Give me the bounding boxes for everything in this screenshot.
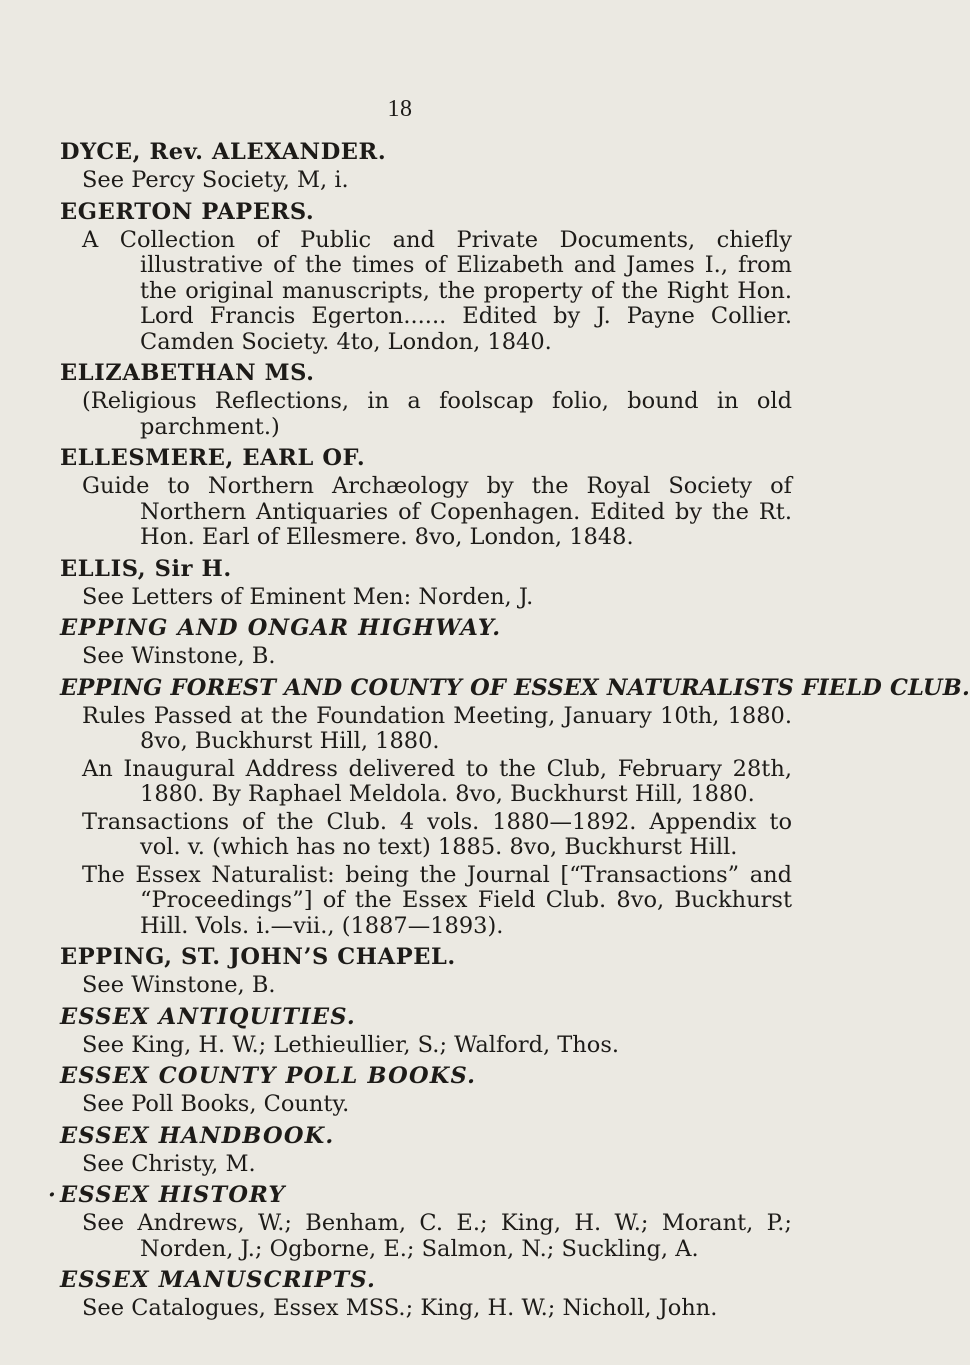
entry-description: See King, H. W.; Lethieullier, S.; Walford, Thos. — [82, 1031, 620, 1058]
entry-ellesmere — [60, 444, 792, 551]
entry-description: Transactions of the Club. 4 vols. 1880—1892. Appendix to vol. v. (which has no text) 1885. 8vo, Buckhurst Hill. — [82, 808, 792, 860]
entry-description: An Inaugural Address delivered to the Club, February 28th, 1880. By Raphael Meldola. 8vo, Buckhurst Hill, 1880. — [82, 755, 792, 807]
entry-essex-handbook — [60, 1122, 792, 1178]
entry-description: See Percy Society, M, i. — [82, 167, 349, 193]
entry-description: See Winstone, B. — [82, 972, 276, 998]
entry-epping-forest-club — [60, 674, 970, 940]
entry-egerton-papers — [60, 198, 792, 356]
entry-essex-history — [48, 1181, 792, 1262]
entry-epping-ongar-highway — [60, 614, 792, 670]
entry-heading: ELLESMERE, EARL OF. — [60, 445, 366, 471]
entry-description: See Catalogues, Essex MSS.; King, H. W.; Nicholl, John. — [82, 1295, 718, 1321]
entry-description: The Essex Naturalist: being the Journal [“Transactions” and “Proceedings”] of the Essex Field Club. 8vo, Buckhurst Hill. Vols. i.—vii., (1887—1893). — [82, 861, 792, 939]
entry-heading: ELIZABETHAN MS. — [60, 360, 315, 386]
entry-essex-antiquities — [60, 1003, 792, 1059]
entry-description: See Letters of Eminent Men: Norden, J. — [82, 583, 534, 610]
entry-essex-manuscripts — [60, 1266, 792, 1322]
entry-heading: DYCE, Rev. ALEXANDER. — [60, 139, 387, 165]
entry-heading: ESSEX MANUSCRIPTS. — [60, 1267, 377, 1293]
entry-description: Guide to Northern Archæology by the Royal Society of Northern Antiquaries of Copenhagen. Edited by the Rt. Hon. Earl of Ellesmere. 8vo, London, 1848. — [82, 473, 792, 550]
entry-heading: ESSEX HISTORY — [60, 1182, 286, 1208]
catalogue-entries — [48, 134, 970, 1324]
entry-heading: EPPING, ST. JOHN’S CHAPEL. — [60, 944, 456, 970]
entry-essex-county-poll-books — [60, 1062, 792, 1118]
entry-ellis — [60, 555, 792, 611]
entry-description: See Christy, M. — [82, 1150, 256, 1177]
entry-description: See Andrews, W.; Benham, C. E.; King, H. W.; Morant, P.; Norden, J.; Ogborne, E.; Salmon, N.; Suckling, A. — [82, 1210, 792, 1262]
entry-description: See Winstone, B. — [82, 643, 276, 669]
entry-heading-row — [48, 1181, 792, 1210]
entry-heading: ESSEX ANTIQUITIES. — [60, 1003, 356, 1030]
entry-heading: ELLIS, Sir H. — [60, 555, 232, 582]
page-number: 18 — [387, 96, 413, 122]
margin-mark: · — [48, 1182, 58, 1208]
entry-dyce — [60, 138, 792, 194]
entry-description: Rules Passed at the Foundation Meeting, January 10th, 1880. 8vo, Buckhurst Hill, 1880. — [82, 702, 792, 754]
entry-heading: EGERTON PAPERS. — [60, 198, 315, 225]
entry-heading: EPPING FOREST AND COUNTY OF ESSEX NATURALISTS FIELD CLUB. — [60, 674, 970, 701]
entry-heading: EPPING AND ONGAR HIGHWAY. — [60, 615, 502, 641]
entry-description: A Collection of Public and Private Documents, chiefly illustrative of the times of Elizabeth and James I., from the original manuscripts, the property of the Right Hon. Lord Francis Egerton...... Edited by J. Payne Collier. Camden Society. 4to, London, 1840. — [82, 226, 792, 355]
entry-description: See Poll Books, County. — [82, 1091, 350, 1117]
entry-elizabethan-ms — [60, 359, 792, 440]
entry-heading: ESSEX HANDBOOK. — [60, 1122, 335, 1149]
entry-description: (Religious Reflections, in a foolscap folio, bound in old parchment.) — [82, 388, 792, 440]
entry-heading: ESSEX COUNTY POLL BOOKS. — [60, 1063, 477, 1089]
entry-epping-st-johns-chapel — [60, 943, 792, 999]
